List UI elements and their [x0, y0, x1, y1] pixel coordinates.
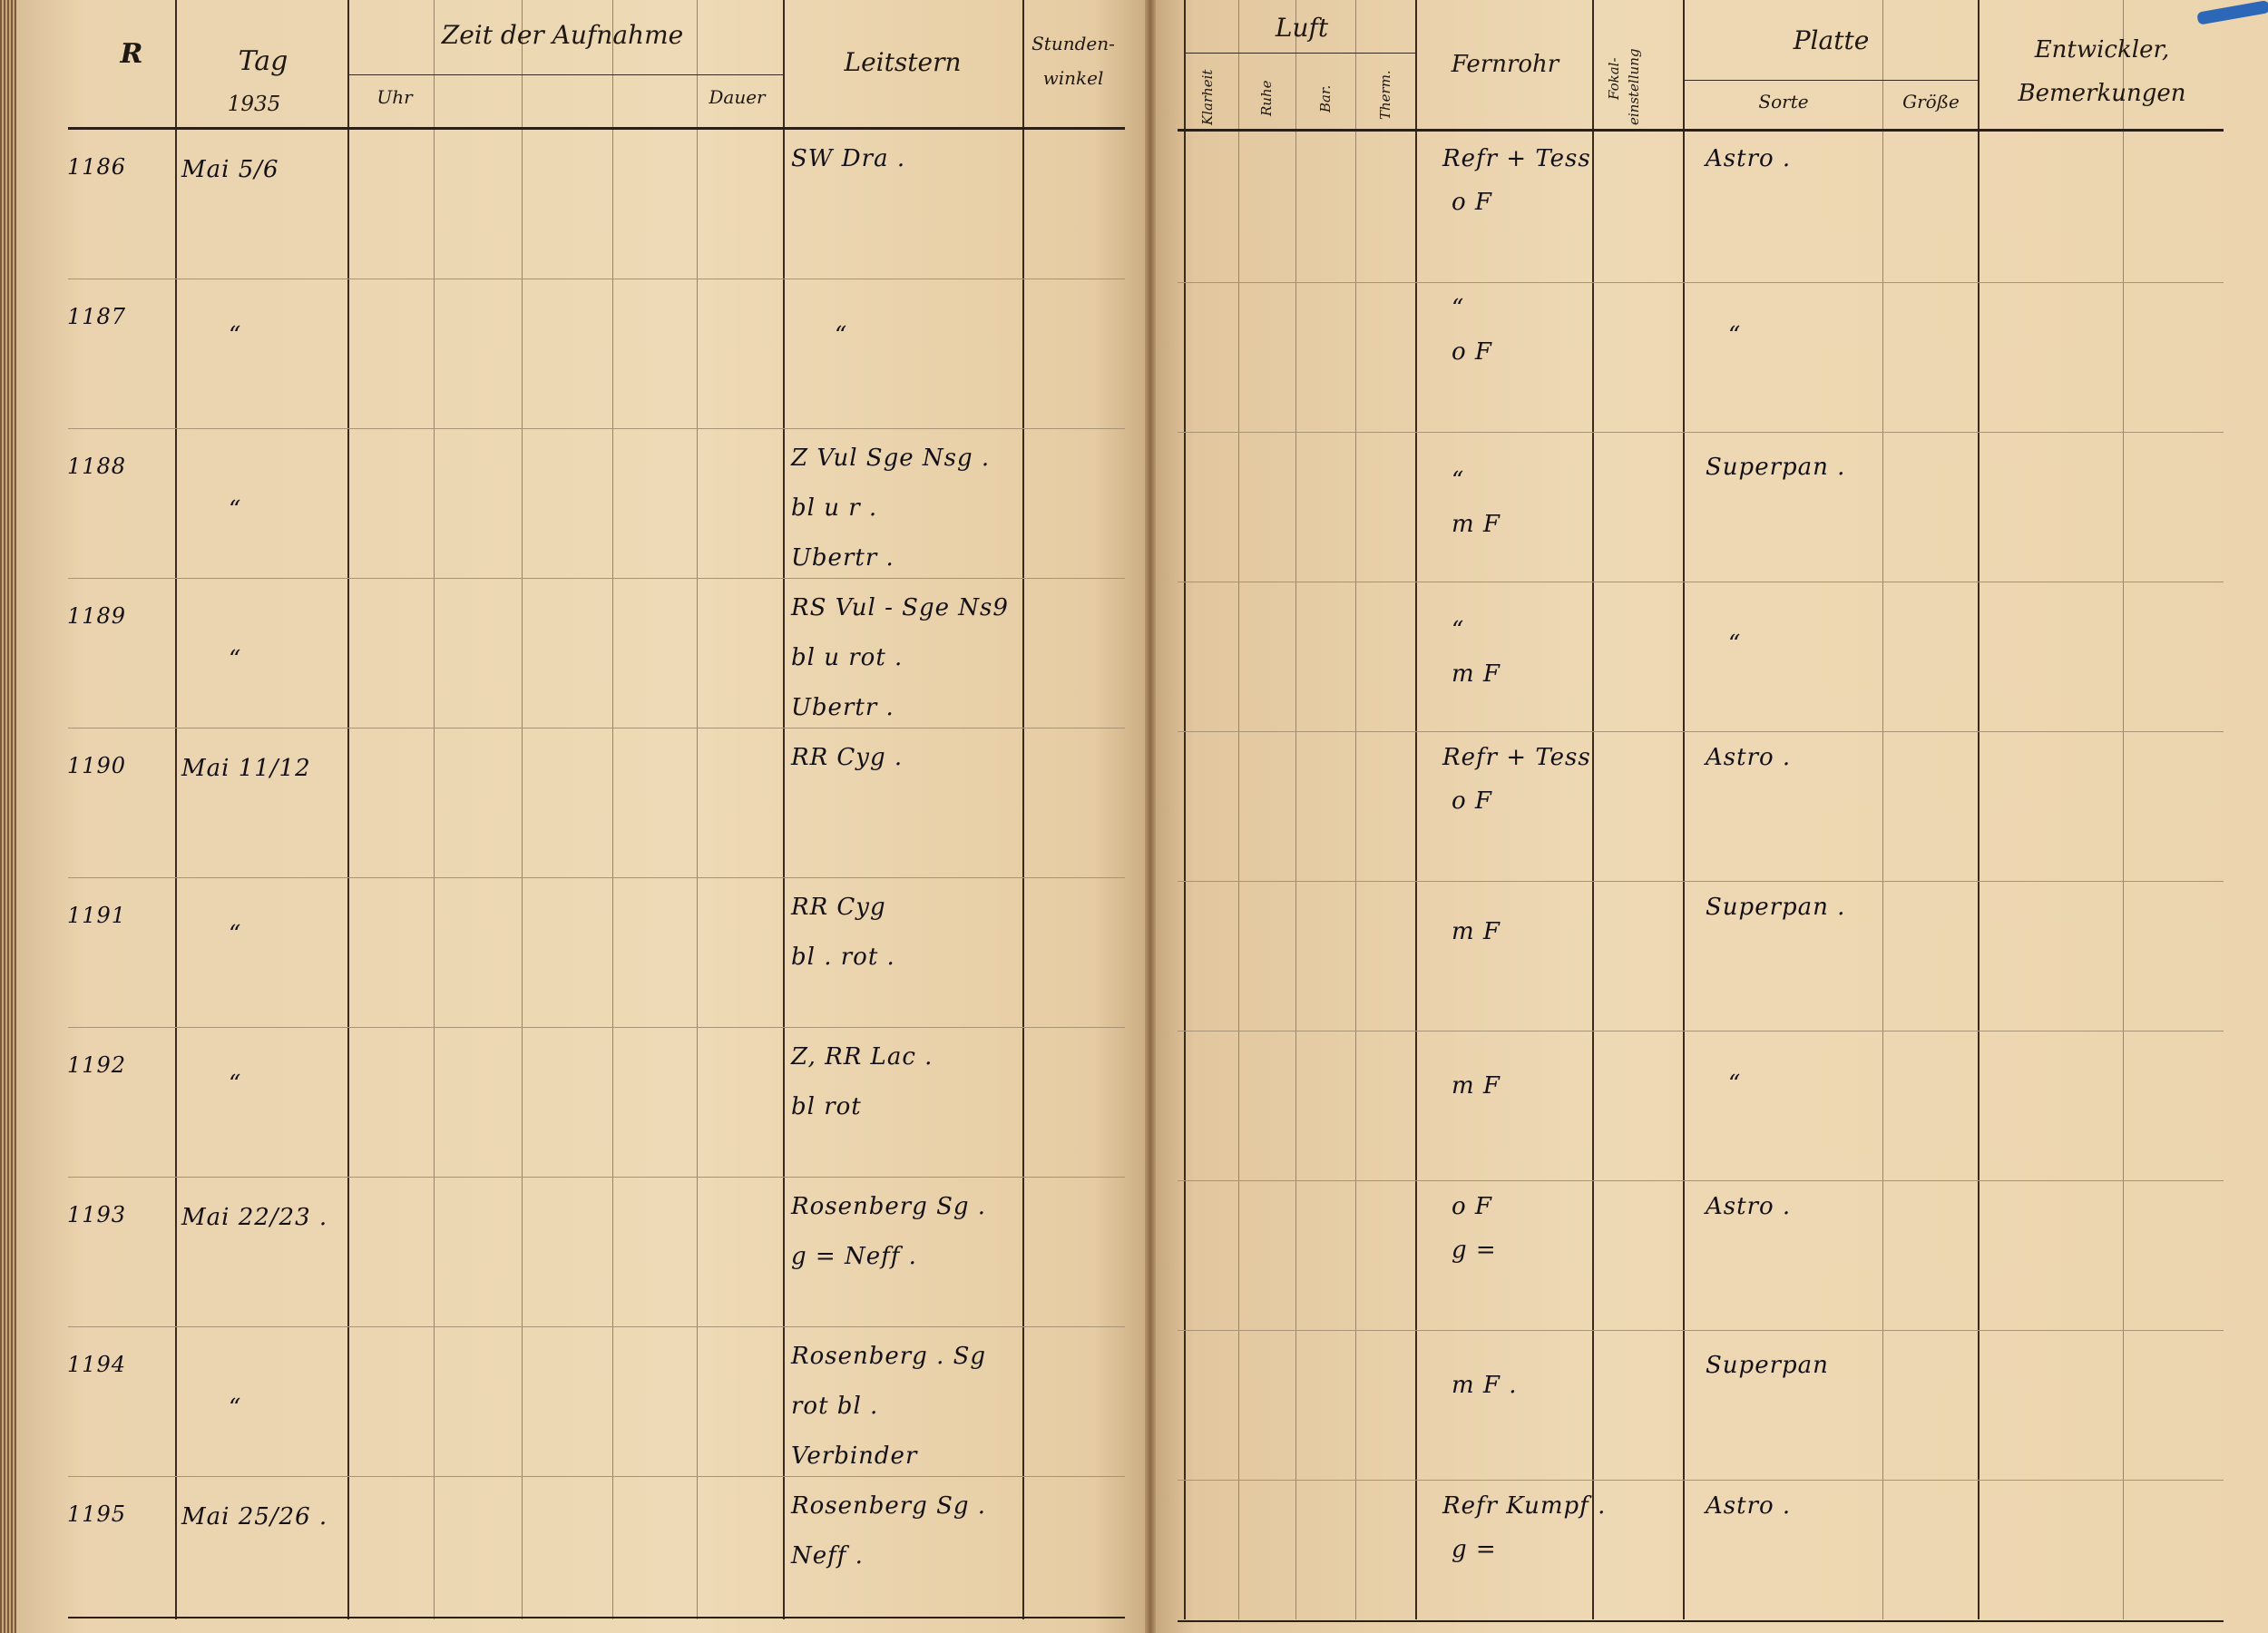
entry-tag: “ — [229, 921, 242, 948]
entry-sorte: Astro . — [1706, 1492, 1792, 1520]
left-row-rule — [68, 1476, 1125, 1477]
right-column-rule — [1592, 0, 1594, 1619]
left-bottom-rule — [68, 1617, 1125, 1618]
entry-tag: “ — [229, 1394, 242, 1422]
right-row-rule — [1178, 1330, 2224, 1331]
header-groesse: Größe — [1902, 91, 1960, 112]
header-fokal-2: einstellung — [1626, 48, 1642, 125]
entry-leitstern: Neff . — [791, 1542, 864, 1569]
entry-number: 1190 — [67, 753, 127, 778]
entry-leitstern: bl u r . — [791, 494, 878, 522]
header-uhr: Uhr — [376, 86, 413, 108]
entry-fernrohr: “ — [1452, 295, 1465, 322]
entry-number: 1186 — [67, 154, 127, 180]
entry-leitstern: RS Vul - Sge Ns9 — [791, 594, 1009, 621]
header-dauer: Dauer — [709, 86, 766, 108]
entry-number: 1194 — [67, 1352, 127, 1377]
platte-subheader-rule — [1683, 80, 1978, 81]
entry-leitstern: Z Vul Sge Nsg . — [791, 445, 991, 472]
right-column-rule — [1978, 0, 1980, 1619]
entry-fernrohr: g = — [1452, 1536, 1497, 1563]
right-row-rule — [1178, 1480, 2224, 1481]
left-row-rule — [68, 1027, 1125, 1028]
header-platte: Platte — [1793, 25, 1870, 55]
entry-sorte: Astro . — [1706, 1193, 1792, 1220]
header-stunden-1: Stunden- — [1031, 33, 1115, 54]
page-edge — [0, 0, 16, 1633]
entry-leitstern: Ubertr . — [791, 694, 894, 721]
left-column-rule — [612, 0, 613, 1619]
entry-sorte: Superpan — [1706, 1352, 1829, 1379]
entry-sorte: “ — [1728, 631, 1742, 658]
left-row-rule — [68, 1326, 1125, 1327]
entry-tag: Mai 5/6 — [181, 156, 279, 183]
entry-tag: Mai 25/26 . — [181, 1503, 328, 1530]
entry-leitstern: Verbinder — [791, 1442, 918, 1470]
left-column-rule — [1022, 0, 1024, 1619]
luft-subheader-rule — [1184, 53, 1415, 54]
entry-fernrohr: m F — [1452, 918, 1501, 945]
right-column-rule — [1683, 0, 1685, 1619]
left-page — [16, 0, 1150, 1633]
entry-number: 1192 — [67, 1052, 127, 1078]
entry-leitstern: RR Cyg . — [791, 744, 904, 771]
header-bar: Bar. — [1317, 84, 1334, 112]
entry-fernrohr: m F — [1452, 511, 1501, 538]
entry-fernrohr: m F — [1452, 1072, 1501, 1100]
entry-leitstern: Z, RR Lac . — [791, 1043, 934, 1071]
left-column-rule — [175, 0, 177, 1619]
left-column-rule — [522, 0, 523, 1619]
entry-sorte: “ — [1728, 1071, 1742, 1098]
right-page — [1150, 0, 2268, 1633]
left-column-rule — [697, 0, 698, 1619]
entry-tag: “ — [229, 322, 242, 349]
right-column-rule — [1184, 0, 1186, 1619]
entry-leitstern: Rosenberg . Sg — [791, 1343, 987, 1370]
entry-sorte: Astro . — [1706, 145, 1792, 172]
right-bottom-rule — [1178, 1620, 2224, 1622]
header-leitstern: Leitstern — [844, 47, 962, 77]
entry-tag: “ — [229, 496, 242, 523]
right-column-rule — [1295, 0, 1296, 1619]
right-header-rule — [1178, 129, 2224, 132]
entry-fernrohr: m F . — [1452, 1372, 1518, 1399]
entry-leitstern: Rosenberg Sg . — [791, 1193, 987, 1220]
entry-tag: “ — [229, 1071, 242, 1098]
right-column-rule — [1415, 0, 1417, 1619]
right-row-rule — [1178, 731, 2224, 732]
right-column-rule — [1355, 0, 1356, 1619]
right-column-rule — [1238, 0, 1239, 1619]
right-row-rule — [1178, 1180, 2224, 1181]
header-fernrohr: Fernrohr — [1451, 51, 1559, 78]
entry-leitstern: bl rot — [791, 1093, 862, 1120]
entry-leitstern: bl . rot . — [791, 944, 895, 971]
entry-number: 1193 — [67, 1202, 127, 1227]
entry-fernrohr: o F — [1452, 338, 1492, 366]
entry-leitstern: g = Neff . — [791, 1243, 917, 1270]
right-row-rule — [1178, 282, 2224, 283]
entry-leitstern: “ — [835, 322, 848, 349]
right-row-rule — [1178, 1031, 2224, 1032]
header-zeit: Zeit der Aufnahme — [441, 20, 684, 50]
entry-tag: “ — [229, 646, 242, 673]
entry-fernrohr: Refr Kumpf . — [1442, 1492, 1607, 1520]
header-tag: Tag — [238, 45, 288, 77]
header-entwickler-2: Bemerkungen — [2018, 80, 2186, 107]
entry-leitstern: SW Dra . — [791, 145, 906, 172]
entry-leitstern: Rosenberg Sg . — [791, 1492, 987, 1520]
header-therm: Therm. — [1377, 70, 1393, 120]
right-column-rule — [1882, 0, 1883, 1619]
header-fokal-1: Fokal- — [1606, 57, 1622, 100]
entry-fernrohr: o F — [1452, 189, 1492, 216]
header-klarheit: Klarheit — [1199, 69, 1216, 125]
left-column-rule — [783, 0, 785, 1619]
entry-sorte: Superpan . — [1706, 454, 1846, 481]
entry-leitstern: bl u rot . — [791, 644, 904, 671]
entry-leitstern: Ubertr . — [791, 544, 894, 572]
entry-leitstern: rot bl . — [791, 1393, 879, 1420]
left-column-rule — [434, 0, 435, 1619]
entry-fernrohr: o F — [1452, 1193, 1492, 1220]
zeit-subheader-rule — [347, 74, 783, 75]
left-row-rule — [68, 578, 1125, 579]
right-column-rule — [2123, 0, 2124, 1619]
entry-sorte: Astro . — [1706, 744, 1792, 771]
book-gutter — [1145, 0, 1156, 1633]
entry-number: 1187 — [67, 304, 127, 329]
entry-number: 1189 — [67, 603, 127, 629]
header-luft: Luft — [1275, 13, 1329, 43]
left-header-rule — [68, 127, 1125, 130]
header-sorte: Sorte — [1758, 91, 1809, 112]
entry-fernrohr: g = — [1452, 1237, 1497, 1264]
left-row-rule — [68, 1177, 1125, 1178]
entry-number: 1195 — [67, 1501, 127, 1527]
entry-leitstern: RR Cyg — [791, 894, 886, 921]
left-column-rule — [347, 0, 349, 1619]
entry-fernrohr: “ — [1452, 617, 1465, 644]
entry-number: 1191 — [67, 903, 127, 928]
header-entwickler-1: Entwickler, — [2034, 36, 2170, 64]
entry-sorte: Superpan . — [1706, 894, 1846, 921]
entry-fernrohr: Refr + Tess — [1442, 145, 1591, 172]
entry-fernrohr: o F — [1452, 787, 1492, 815]
right-row-rule — [1178, 432, 2224, 433]
entry-fernrohr: Refr + Tess — [1442, 744, 1591, 771]
header-r: R — [120, 38, 143, 70]
entry-sorte: “ — [1728, 322, 1742, 349]
entry-fernrohr: m F — [1452, 660, 1501, 688]
header-stunden-2: winkel — [1042, 67, 1104, 89]
entry-fernrohr: “ — [1452, 467, 1465, 494]
left-row-rule — [68, 877, 1125, 878]
entry-tag: Mai 11/12 — [181, 755, 311, 782]
entry-tag: Mai 22/23 . — [181, 1204, 328, 1231]
header-ruhe: Ruhe — [1258, 80, 1275, 116]
header-year: 1935 — [227, 93, 281, 116]
left-row-rule — [68, 428, 1125, 429]
entry-number: 1188 — [67, 454, 127, 479]
right-row-rule — [1178, 881, 2224, 882]
